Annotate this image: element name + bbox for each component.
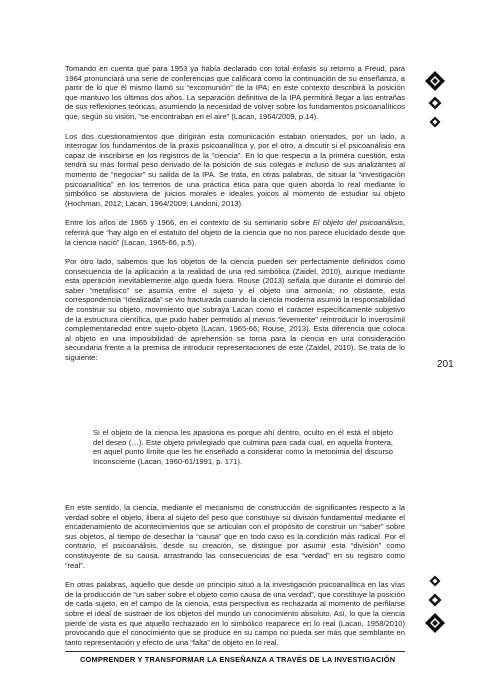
- page-number: 201: [437, 359, 454, 370]
- body-text-lower: [65, 503, 405, 647]
- paragraph-1: Tomando en cuenta que para 1953 ya había declarado con total énfasis su retorno a Freud, para 1964 pronunciará una serie de conferencias que calificará como la continuación de su enseñanza, a partir de lo que él mismo llamó su “excomunión” de la IPA; en este contexto describirá la posición que mantuvo los últimos dos años. La separación definitiva de la IPA permitirá llegar a las entrañas de sus reflexiones teóricas, asumiendo la necesidad de volver sobre los fundamentos psicoanalíticos que, según su visión, “se encontraban en el aire” (Lacan, 1964/2009, p.14).: [65, 64, 405, 121]
- footer-title: COMPRENDER Y TRANSFORMAR LA ENSEÑANZA A TRAVÉS DE LA INVESTIGACIÓN: [80, 655, 396, 664]
- diamond-ornament-icon: [428, 96, 442, 110]
- diamond-ornament-icon: [428, 593, 442, 607]
- paragraph-2: Los dos cuestionamientos que dirigirán esta comunicación estaban orientados, por un lado, a interrogar los fundamentos de la praxis psicoanalítica y, por el otro, a discutir si el psicoanálisis era capaz de inscribirse en los registros de la “ciencia”. En lo que respecta a la primera cuestión, esta tendrá su más formal peso derivado de la posición de sus colegas e incluso de sus analizantes al momento de “negociar” su salida de la IPA. Se trata, en otras palabras, de situar la “investigación psicoanalítica” en los terrenos de una práctica ética para que quien aborda lo real mediante lo simbólico se abstuviera de juicios morales e ideales yoicos al momento de estudiar su objeto (Hochman, 2012; Lacan, 1964/2009; Landoni, 2013).: [65, 131, 405, 208]
- diamond-ornament-icon: [424, 612, 446, 634]
- body-text: [65, 64, 405, 363]
- diamond-ornament-icon: [429, 575, 441, 587]
- paragraph-5: En este sentido, la ciencia, mediante el mecanismo de construcción de significantes respecto a la verdad sobre el objeto, libera al sujeto del peso que constituye su división fundamental mediante el encadenamiento de acontecimientos que se articulan con el propósito de construir un “saber” sobre sus objetos, al tiempo de desechar la “causa” que en todo caso es la condición más radical. Por el contrario, el psicoanálisis, desde su creación, se distingue por asumir esta “división” como constituyente de su causa, arrastrando las consecuencias de esa “verdad” en su registro como “real”.: [65, 503, 405, 570]
- paragraph-3-text-a: Entre los años de 1965 y 1966, en el contexto de su seminario sobre: [65, 218, 313, 228]
- diamond-ornament-icon: [424, 70, 446, 92]
- paragraph-3-text-b: , referirá que “hay algo en el estatuto del objeto de la ciencia que no nos parece elucidado desde que la ciencia nació” (Lacan, 1965-66, p.5).: [65, 218, 405, 247]
- footer-divider: [65, 651, 405, 652]
- paragraph-4: Por otro lado, sabemos que los objetos de la ciencia pueden ser perfectamente definidos como consecuencia de la aplicación a la realidad de una red simbólica (Zaidel, 2010), aunque mediante esta operación inevitablemente algo queda fuera. Rouse (2013) señala que durante el dominio del saber “metafísico” se asumía entre el sujeto y el objeto una armonía; no obstante, esta correspondencia “idealizada” se vio fracturada cuando la ciencia moderna asumió la responsabilidad de construir su objeto, movimiento que subraya Lacan como el carácter específicamente subjetivo de la estructura científica, que pudo haber permitido al menos “levemente” reintroducir lo inverosímil complementariedad entre sujeto-objeto (Lacan, 1965-66; Rouse, 2013). Esta diferencia que coloca al objeto en una imposibilidad de aprehensión se torna para la ciencia en una consideración secundaria frente a la premisa de introducir representaciones de este (Zaidel, 2010). Se trata de lo siguiente:: [65, 257, 405, 363]
- paragraph-6: En otras palabras, aquello que desde un principio situó a la investigación psicoanalítica en las vías de la producción de “un saber sobre el objeto como causa de una verdad”, que constituye la posición de cada sujeto, en el campo de la ciencia, esta perspectiva es rechazada al momento de perfilarse sobre el ideal de sustraer de los objetos del mundo un conocimiento absoluto. Así, lo que la ciencia pierde de vista es que aquello rechazado en lo simbólico reaparece en lo real (Lacan, 1958/2010) provocando que el conocimiento que se produce en su campo no pueda ser más que semblante en tanto representación y efecto de una “falta” de objeto en lo real.: [65, 580, 405, 647]
- seminar-title: El objeto del psicoanálisis: [312, 218, 403, 228]
- block-quote: Si el objeto de la ciencia les apasiona es porque ahí dentro, oculto en él está el objeto del deseo (…). Este objeto privilegiado que culmina para cada cual, en aquella frontera, en aquel punto límite que les he enseñado a considerar como la metonimia del discurso Inconsciente (Lacan, 1960-61/1991, p. 171).: [93, 428, 393, 466]
- diamond-ornament-icon: [429, 116, 441, 128]
- paragraph-3: [65, 218, 405, 247]
